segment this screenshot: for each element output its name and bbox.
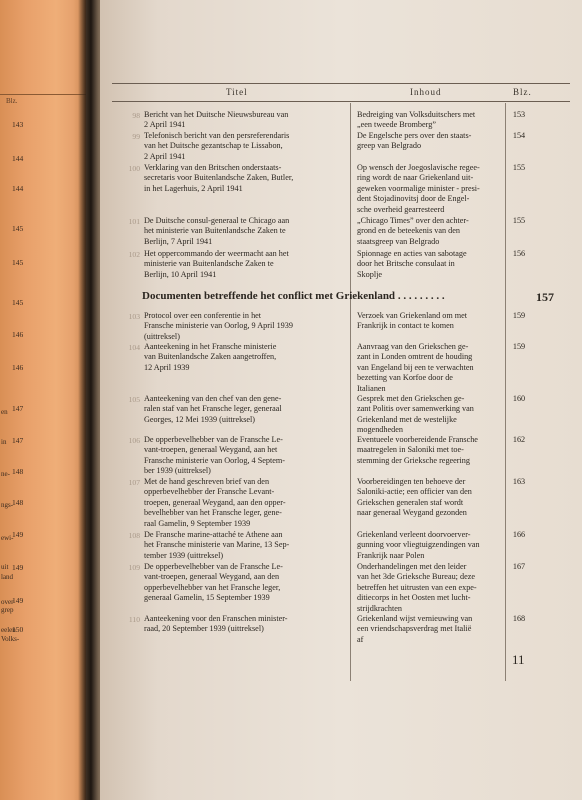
inhoud-line: ring wordt de naar Griekenland uit- [357,173,474,183]
entry-inhoud [357,216,501,247]
left-page-number: 146 [12,363,24,372]
entry-inhoud [357,562,501,614]
left-page-number: 150 [12,625,24,634]
document-number: 104 [128,343,140,352]
document-number: 110 [128,615,140,624]
titel-line: Het oppercommando der weermacht aan het [144,249,289,258]
left-page-number: 148 [12,467,24,476]
left-page-text-fragment: grep [1,606,14,614]
inhoud-line: strijdkrachten [357,603,403,613]
left-page [0,0,86,800]
column-divider-titel [350,103,351,681]
titel-line: het ministerie van Buitenlandsche Zaken te [144,226,286,236]
entry-inhoud [357,342,501,394]
entry-titel [144,131,346,162]
entry-page: 155 [512,163,526,172]
entry-page: 166 [512,530,526,539]
left-page-number: 144 [12,184,24,193]
titel-line: Fransche ministerie van Oorlog, 4 Septem- [144,455,285,465]
entry-page: 163 [512,477,526,486]
titel-line: ber 1939 (uittreksel) [144,466,211,476]
entry-titel [144,342,346,373]
titel-line: 12 April 1939 [144,362,190,372]
section-heading [142,290,554,302]
titel-line: generaal Gamelin, 15 September 1939 [144,593,270,603]
titel-line: De Fransche marine-attaché te Athene aan [144,530,283,539]
inhoud-line: Frankrijk in contact te komen [357,321,454,331]
titel-line: ralen staf van het Fransche leger, generaal [144,404,282,414]
entry-page: 159 [512,311,526,320]
document-number: 109 [128,563,140,572]
column-header-inhoud: Inhoud [410,87,442,97]
inhoud-line: Griekenland verleent doorvoerver- [357,530,471,539]
entry-inhoud [357,311,501,332]
inhoud-line: Saloniki-actie; een officier van den [357,487,472,497]
document-number: 103 [128,312,140,321]
left-page-number: 145 [12,224,24,233]
inhoud-line: geweken voormalige minister - presi- [357,183,480,193]
inhoud-line: een vriendschapsverdrag met Italië [357,624,472,634]
inhoud-line: betreffen het uitrusten van een expe- [357,582,477,592]
inhoud-line: grond en de beteekenis van den [357,226,460,236]
inhoud-line: Griekenland wijst vernieuwing van [357,614,473,623]
entry-inhoud [357,110,501,131]
titel-line: troepen, generaal Weygand, aan den opper- [144,497,286,507]
left-page-number: 149 [12,530,24,539]
entry-titel [144,394,346,425]
entry-titel [144,562,346,604]
entry-inhoud [357,163,501,215]
entry-page: 162 [512,435,526,444]
entry-titel [144,530,346,561]
inhoud-line: Skoplje [357,269,383,279]
titel-line: vant-troepen, generaal Weygand, aan het [144,445,278,455]
inhoud-line: zant in Londen omtrent de houding [357,352,473,362]
titel-line: raad, 20 September 1939 (uittreksel) [144,624,264,634]
entry-titel [144,249,346,280]
inhoud-line: van Engeland bij een te verwachten [357,362,474,372]
titel-line: Bericht van het Duitsche Nieuwsbureau van [144,110,289,119]
inhoud-line: gunning voor vliegtuigzendingen van [357,540,480,550]
left-page-number: 149 [12,563,24,572]
document-number: 102 [128,250,140,259]
titel-line: Aanteekening voor den Franschen minister- [144,614,288,623]
inhoud-line: door het Britsche consulaat in [357,259,455,269]
inhoud-line: De Engelsche pers over den staats- [357,131,472,140]
titel-line: opperbevelhebber van het Fransche leger, [144,582,281,592]
column-divider-inhoud [505,103,506,681]
entry-titel [144,163,346,194]
inhoud-line: Aanvraag van den Griekschen ge- [357,342,469,351]
titel-line: opperbevelhebber der Fransche Levant- [144,487,275,497]
entry-inhoud [357,530,501,561]
inhoud-line: staatsgreep van Belgrado [357,236,440,246]
titel-line: raal Gamelin, 9 September 1939 [144,518,251,528]
titel-line: bevelhebber van het Fransche leger, gene- [144,508,282,518]
inhoud-line: zant Politis over samenwerking van [357,404,474,414]
left-page-text-fragment: over [1,598,14,606]
titel-line: Met de hand geschreven brief van den [144,477,270,486]
entry-inhoud [357,614,501,645]
inhoud-line: stemming der Grieksche regeering [357,455,470,465]
section-title: Documenten betreffende het conflict met Griekenland [142,290,396,302]
titel-line: De opperbevelhebber van de Fransche Le- [144,562,283,571]
left-page-number: 143 [12,120,24,129]
titel-line: van het Duitsche gezantschap te Lissabon, [144,141,283,151]
titel-line: Verklaring van den Britschen onderstaats- [144,163,282,172]
inhoud-line: ditiecorps in het Oosten met lucht- [357,593,471,603]
document-number: 107 [128,478,140,487]
left-page-text-fragment: ne- [1,470,10,478]
left-page-number: 147 [12,404,24,413]
inhoud-line: bezetting van Korfoe door de [357,373,453,383]
entry-page: 155 [512,216,526,225]
entry-inhoud [357,477,501,519]
header-rule-top [112,83,570,84]
left-page-text-fragment: ngs- [1,501,14,509]
inhoud-line: Griekschen generalen staf wordt [357,497,464,507]
entry-page: 160 [512,394,526,403]
entry-titel [144,477,346,529]
titel-line: Protocol over een conferentie in het [144,311,262,320]
document-number: 105 [128,395,140,404]
right-page [100,0,582,800]
inhoud-line: Italianen [357,383,386,393]
titel-line: (uittreksel) [144,331,180,341]
titel-line: Fransche ministerie van Oorlog, 9 April 1939 [144,321,293,331]
inhoud-line: „een tweede Bromberg” [357,120,436,130]
titel-line: Berlijn, 10 April 1941 [144,269,217,279]
document-number: 106 [128,436,140,445]
entry-titel [144,614,346,635]
inhoud-line: sche overheid gearresteerd [357,204,445,214]
left-page-number: 149 [12,596,24,605]
document-number: 99 [132,132,140,141]
inhoud-line: maatregelen in Saloniki met toe- [357,445,464,455]
titel-line: Georges, 12 Mei 1939 (uittreksel) [144,414,256,424]
inhoud-line: dent Stojadinovitsj door de Engel- [357,194,470,204]
entry-titel [144,311,346,342]
left-page-text-fragment: uit [1,563,9,571]
titel-line: vant-troepen, generaal Weygand, aan den [144,572,280,582]
column-header-titel: Titel [226,87,248,97]
titel-line: 2 April 1941 [144,120,186,130]
inhoud-line: Eventueele voorbereidende Fransche [357,435,478,444]
titel-line: De opperbevelhebber van de Fransche Le- [144,435,283,444]
inhoud-line: af [357,634,364,644]
section-page-number: 157 [536,290,554,302]
document-number: 101 [128,217,140,226]
titel-line: Aanteekening in het Fransche ministerie [144,342,277,351]
left-page-number: 145 [12,258,24,267]
titel-line: Berlijn, 7 April 1941 [144,236,213,246]
left-page-header: Blz. [6,97,18,105]
left-page-text-fragment: en [1,408,8,416]
entry-page: 159 [512,342,526,351]
titel-line: secretaris voor Buitenlandsche Zaken, Butler, [144,173,294,183]
left-page-text-fragment: in [1,438,7,446]
inhoud-line: Bedreiging van Volksduitschers met [357,110,476,119]
entry-page: 156 [512,249,526,258]
inhoud-line: Verzoek van Griekenland om met [357,311,468,320]
entry-titel [144,216,346,247]
left-page-text-fragment: eelen [1,626,16,634]
entry-page: 153 [512,110,526,119]
left-page-text-fragment: ewi- [1,534,14,542]
entry-inhoud [357,249,501,280]
left-page-number: 148 [12,498,24,507]
inhoud-line: Spionnage en acties van sabotage [357,249,467,258]
left-page-text-fragment: land [1,573,14,581]
left-page-number: 146 [12,330,24,339]
entry-page: 154 [512,131,526,140]
inhoud-line: Onderhandelingen met den leider [357,562,467,571]
left-page-number: 145 [12,298,24,307]
titel-line: van Buitenlandsche Zaken aangetroffen, [144,352,277,362]
titel-line: in het Lagerhuis, 2 April 1941 [144,183,243,193]
inhoud-line: greep van Belgrado [357,141,422,151]
titel-line: Telefonisch bericht van den persreferendaris [144,131,290,140]
inhoud-line: Griekenland met de westelijke [357,414,457,424]
left-page-number: 147 [12,436,24,445]
left-page-rule [0,94,86,95]
titel-line: Aanteekening van den chef van den gene- [144,394,282,403]
inhoud-line: Op wensch der Joegoslavische regee- [357,163,480,172]
document-number: 100 [128,164,140,173]
page-number: 11 [512,652,525,667]
titel-line: De Duitsche consul-generaal te Chicago aan [144,216,290,225]
document-number: 98 [132,111,140,120]
document-number: 108 [128,531,140,540]
titel-line: het Fransche ministerie van Marine, 13 Sep- [144,540,290,550]
left-page-number: 144 [12,154,24,163]
left-page-text-fragment: Volks- [1,635,20,643]
entry-page: 168 [512,614,526,623]
entry-titel [144,435,346,477]
entry-page: 167 [512,562,526,571]
titel-line: ministerie van Buitenlandsche Zaken te [144,259,274,269]
entry-titel [144,110,346,131]
inhoud-line: Voorbereidingen ten behoeve der [357,477,466,486]
titel-line: 2 April 1941 [144,151,186,161]
entry-inhoud [357,131,501,152]
column-header-blz: Blz. [513,87,532,97]
titel-line: tember 1939 (uittreksel) [144,550,224,560]
section-leader: . . . . . . . . . [397,290,445,302]
header-rule-bottom [112,101,570,102]
entry-inhoud [357,394,501,436]
inhoud-line: mogendheden [357,425,403,435]
inhoud-line: Frankrijk naar Polen [357,550,425,560]
inhoud-line: Gesprek met den Griekschen ge- [357,394,465,403]
inhoud-line: „Chicago Times” over den achter- [357,216,469,225]
inhoud-line: naar generaal Weygand gezonden [357,508,467,518]
entry-inhoud [357,435,501,466]
inhoud-line: van het 3de Grieksche Bureau; deze [357,572,475,582]
